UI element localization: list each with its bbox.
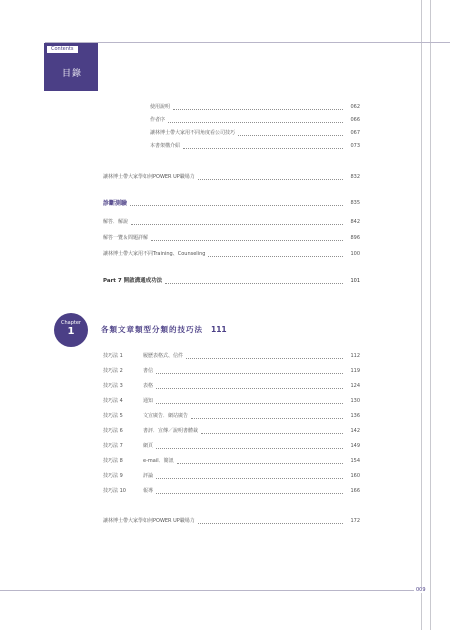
toc-entry	[103, 251, 360, 258]
leader-dots	[173, 108, 343, 110]
leader-dots	[198, 522, 343, 524]
toc-entry-page: 166	[350, 488, 360, 494]
toc-entry-label: 表格	[143, 383, 154, 389]
toc-entry-label: 文宣廣告．網站廣告	[143, 413, 189, 419]
toc-technique	[103, 383, 360, 390]
toc-entry-page: 130	[350, 398, 360, 404]
toc-section	[103, 200, 360, 207]
leader-dots	[198, 178, 343, 180]
chapter-heading	[101, 324, 227, 335]
toc-entry-page: 832	[350, 174, 360, 180]
toc-entry-label: 網頁	[143, 443, 154, 449]
toc-entry-label: 通知	[143, 398, 154, 404]
technique-number: 技巧法 2	[103, 368, 123, 374]
contents-header-block	[44, 43, 98, 91]
toc-technique	[103, 428, 360, 435]
toc-entry-label: e-mail．簡訊	[143, 458, 174, 464]
toc-entry-page: 172	[350, 518, 360, 524]
toc-entry-page: 112	[350, 353, 360, 359]
toc-entry-page: 136	[350, 413, 360, 419]
toc-entry-label: 履歷表格式、信件	[143, 353, 184, 359]
leader-dots	[186, 357, 343, 359]
toc-entry-page: 100	[350, 251, 360, 257]
technique-number: 技巧法 8	[103, 458, 123, 464]
toc-entry	[103, 219, 360, 226]
toc-entry	[150, 130, 360, 137]
leader-dots	[208, 255, 343, 257]
toc-entry-page: 066	[350, 117, 360, 123]
leader-dots	[156, 372, 343, 374]
toc-part-page: 101	[350, 278, 360, 284]
toc-technique	[103, 473, 360, 480]
chapter-title: 各類文章類型分類的技巧法	[101, 325, 203, 334]
toc-technique	[103, 398, 360, 405]
toc-technique	[103, 488, 360, 495]
toc-entry-label: 讓林博士帶大家學如何POWER UP職場力	[103, 518, 195, 524]
toc-entry-label: 本書架構介紹	[150, 143, 181, 149]
toc-entry	[150, 143, 360, 150]
technique-number: 技巧法 4	[103, 398, 123, 404]
page-number: 009	[416, 587, 426, 593]
toc-entry-page: 154	[350, 458, 360, 464]
leader-dots	[151, 239, 343, 241]
toc-entry-page: 142	[350, 428, 360, 434]
toc-entry-page: 119	[350, 368, 360, 374]
chapter-badge	[54, 313, 88, 347]
toc-section-page: 835	[350, 200, 360, 206]
toc-entry-label: 讓林博士帶大家用不同Training、Counseling	[103, 251, 206, 257]
footer-rule	[0, 590, 419, 591]
leader-dots	[183, 147, 343, 149]
toc-entry-label: 書評．宣傳／說明書體裁	[143, 428, 199, 434]
toc-part	[103, 278, 360, 285]
toc-entry-label: 評論	[143, 473, 154, 479]
leader-dots	[168, 121, 343, 123]
toc-entry-page: 073	[350, 143, 360, 149]
technique-number: 技巧法 6	[103, 428, 123, 434]
toc-entry-page: 896	[350, 235, 360, 241]
toc-entry-label: 讓林博士帶大家學如何POWER UP職場力	[103, 174, 195, 180]
technique-number: 技巧法 10	[103, 488, 126, 494]
toc-entry-label: 報導	[143, 488, 154, 494]
chapter-number: 1	[67, 326, 75, 337]
toc-entry	[103, 518, 360, 525]
technique-number: 技巧法 3	[103, 383, 123, 389]
toc-technique	[103, 353, 360, 360]
header-rule	[45, 42, 450, 43]
leader-dots	[130, 204, 343, 206]
toc-entry-page: 149	[350, 443, 360, 449]
chapter-page: 111	[211, 325, 227, 334]
toc-entry-label: 書信	[143, 368, 154, 374]
leader-dots	[131, 223, 343, 225]
toc-entry	[103, 235, 360, 242]
toc-entry	[150, 117, 360, 124]
margin-line-left	[421, 0, 422, 630]
technique-number: 技巧法 7	[103, 443, 123, 449]
toc-entry	[103, 174, 360, 181]
toc-entry-page: 124	[350, 383, 360, 389]
toc-entry-label: 解答一覽＆問題詳解	[103, 235, 149, 241]
toc-technique	[103, 443, 360, 450]
leader-dots	[238, 134, 343, 136]
toc-entry-label: 使用說明	[150, 104, 171, 110]
leader-dots	[156, 492, 343, 494]
page-title: 目錄	[62, 69, 83, 79]
toc-technique	[103, 458, 360, 465]
leader-dots	[156, 387, 343, 389]
technique-number: 技巧法 9	[103, 473, 123, 479]
toc-entry	[150, 104, 360, 111]
leader-dots	[156, 477, 343, 479]
toc-technique	[103, 413, 360, 420]
toc-part-label: Part 7 開啟溝通成功法	[103, 278, 163, 284]
leader-dots	[201, 432, 343, 434]
technique-number: 技巧法 5	[103, 413, 123, 419]
leader-dots	[177, 462, 343, 464]
margin-line-right	[430, 0, 431, 630]
leader-dots	[165, 282, 343, 284]
toc-entry-label: 作者序	[150, 117, 166, 123]
leader-dots	[156, 447, 343, 449]
toc-technique	[103, 368, 360, 375]
toc-entry-page: 160	[350, 473, 360, 479]
toc-entry-page: 842	[350, 219, 360, 225]
toc-entry-page: 067	[350, 130, 360, 136]
toc-entry-page: 062	[350, 104, 360, 110]
toc-entry-label: 解答．解說	[103, 219, 129, 225]
chapter-word: Chapter	[61, 320, 81, 326]
contents-label: Contents	[46, 45, 79, 54]
toc-section-label: 診斷測驗	[103, 200, 128, 207]
leader-dots	[191, 417, 343, 419]
leader-dots	[156, 402, 343, 404]
technique-number: 技巧法 1	[103, 353, 123, 359]
toc-entry-label: 讓林博士帶大家用不同角度看公司技巧	[150, 130, 236, 136]
